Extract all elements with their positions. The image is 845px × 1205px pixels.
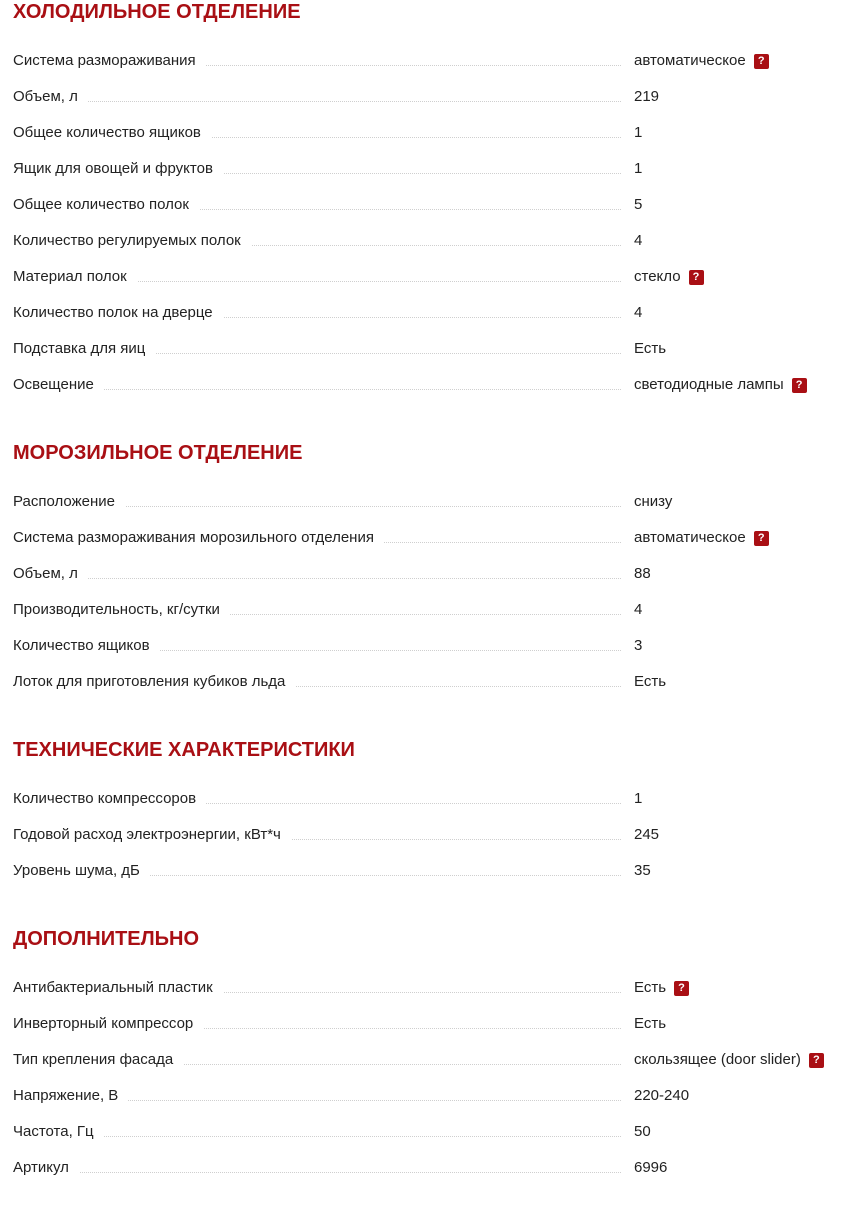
spec-label: Артикул: [13, 1158, 79, 1178]
help-icon[interactable]: ?: [792, 378, 807, 393]
spec-value-text: стекло: [634, 268, 681, 285]
spec-row: [13, 528, 835, 564]
spec-row: [13, 492, 835, 528]
spec-label: Напряжение, В: [13, 1086, 128, 1106]
dotted-leader: [13, 1172, 621, 1173]
spec-value: 88: [634, 565, 651, 582]
help-icon[interactable]: ?: [674, 981, 689, 996]
section-title: ХОЛОДИЛЬНОЕ ОТДЕЛЕНИЕ: [13, 1, 301, 23]
spec-value: Есть: [634, 340, 667, 357]
spec-list: [13, 51, 835, 411]
dotted-leader: [13, 1136, 621, 1137]
spec-label: Система размораживания морозильного отделения: [13, 528, 384, 548]
spec-label: Лоток для приготовления кубиков льда: [13, 672, 295, 692]
spec-value-text: автоматическое: [634, 529, 746, 546]
spec-row: [13, 87, 835, 123]
spec-value: 1: [634, 124, 643, 141]
spec-label: Количество регулируемых полок: [13, 231, 251, 251]
spec-row: [13, 339, 835, 375]
help-icon[interactable]: ?: [689, 270, 704, 285]
section-fridge: [13, 0, 835, 393]
spec-row: [13, 1158, 835, 1194]
spec-label: Ящик для овощей и фруктов: [13, 159, 223, 179]
spec-value-text: автоматическое: [634, 52, 746, 69]
spec-label: Общее количество полок: [13, 195, 199, 215]
spec-value: 50: [634, 1123, 651, 1140]
spec-value: 245: [634, 826, 660, 843]
spec-label: Уровень шума, дБ: [13, 861, 150, 881]
spec-row: [13, 1122, 835, 1158]
spec-list: [13, 978, 835, 1194]
spec-row: [13, 978, 835, 1014]
spec-label: Расположение: [13, 492, 125, 512]
spec-row: [13, 303, 835, 339]
spec-value: [634, 528, 769, 548]
spec-row: [13, 51, 835, 87]
spec-label: Количество полок на дверце: [13, 303, 223, 323]
help-icon[interactable]: ?: [754, 54, 769, 69]
spec-value-text: светодиодные лампы: [634, 376, 784, 393]
spec-value-text: скользящее (door slider): [634, 1051, 801, 1068]
dotted-leader: [13, 389, 621, 390]
spec-row: [13, 231, 835, 267]
spec-row: [13, 636, 835, 672]
spec-value: 220-240: [634, 1087, 690, 1104]
section-freezer: [13, 441, 835, 690]
spec-label: Система размораживания: [13, 51, 206, 71]
spec-label: Антибактериальный пластик: [13, 978, 223, 998]
spec-row: [13, 375, 835, 411]
spec-value: 1: [634, 160, 643, 177]
spec-row: [13, 789, 835, 825]
spec-value: 5: [634, 196, 643, 213]
help-icon[interactable]: ?: [809, 1053, 824, 1068]
spec-row: [13, 195, 835, 231]
spec-value: 4: [634, 601, 643, 618]
spec-value: Есть: [634, 673, 667, 690]
spec-value: Есть: [634, 1015, 667, 1032]
spec-value: [634, 267, 704, 287]
spec-value: 4: [634, 304, 643, 321]
section-title: МОРОЗИЛЬНОЕ ОТДЕЛЕНИЕ: [13, 442, 303, 464]
spec-value: 219: [634, 88, 660, 105]
spec-row: [13, 159, 835, 195]
spec-list: [13, 789, 835, 897]
spec-value: 35: [634, 862, 651, 879]
spec-value-text: Есть: [634, 979, 667, 996]
spec-row: [13, 672, 835, 708]
spec-label: Частота, Гц: [13, 1122, 104, 1142]
spec-row: [13, 825, 835, 861]
spec-row: [13, 1014, 835, 1050]
spec-row: [13, 1086, 835, 1122]
spec-label: Количество компрессоров: [13, 789, 206, 809]
spec-label: Количество ящиков: [13, 636, 160, 656]
spec-value: [634, 375, 807, 395]
spec-value: 3: [634, 637, 643, 654]
spec-row: [13, 267, 835, 303]
spec-value: [634, 51, 769, 71]
spec-label: Тип крепления фасада: [13, 1050, 183, 1070]
spec-label: Общее количество ящиков: [13, 123, 211, 143]
spec-row: [13, 123, 835, 159]
spec-value: [634, 1050, 824, 1070]
spec-value: 4: [634, 232, 643, 249]
spec-label: Подставка для яиц: [13, 339, 155, 359]
dotted-leader: [13, 101, 621, 102]
spec-label: Годовой расход электроэнергии, кВт*ч: [13, 825, 291, 845]
spec-label: Материал полок: [13, 267, 137, 287]
spec-list: [13, 492, 835, 708]
spec-label: Объем, л: [13, 564, 88, 584]
spec-value: снизу: [634, 493, 673, 510]
section-title: ДОПОЛНИТЕЛЬНО: [13, 928, 200, 950]
spec-value: 1: [634, 790, 643, 807]
spec-row: [13, 600, 835, 636]
spec-value: 6996: [634, 1159, 668, 1176]
spec-row: [13, 1050, 835, 1086]
section-additional: [13, 927, 835, 1176]
spec-row: [13, 564, 835, 600]
spec-row: [13, 861, 835, 897]
dotted-leader: [13, 578, 621, 579]
spec-value: [634, 978, 689, 998]
section-technical: [13, 738, 835, 879]
section-title: ТЕХНИЧЕСКИЕ ХАРАКТЕРИСТИКИ: [13, 739, 355, 761]
spec-label: Инверторный компрессор: [13, 1014, 203, 1034]
spec-label: Объем, л: [13, 87, 88, 107]
help-icon[interactable]: ?: [754, 531, 769, 546]
spec-label: Освещение: [13, 375, 104, 395]
spec-label: Производительность, кг/сутки: [13, 600, 230, 620]
